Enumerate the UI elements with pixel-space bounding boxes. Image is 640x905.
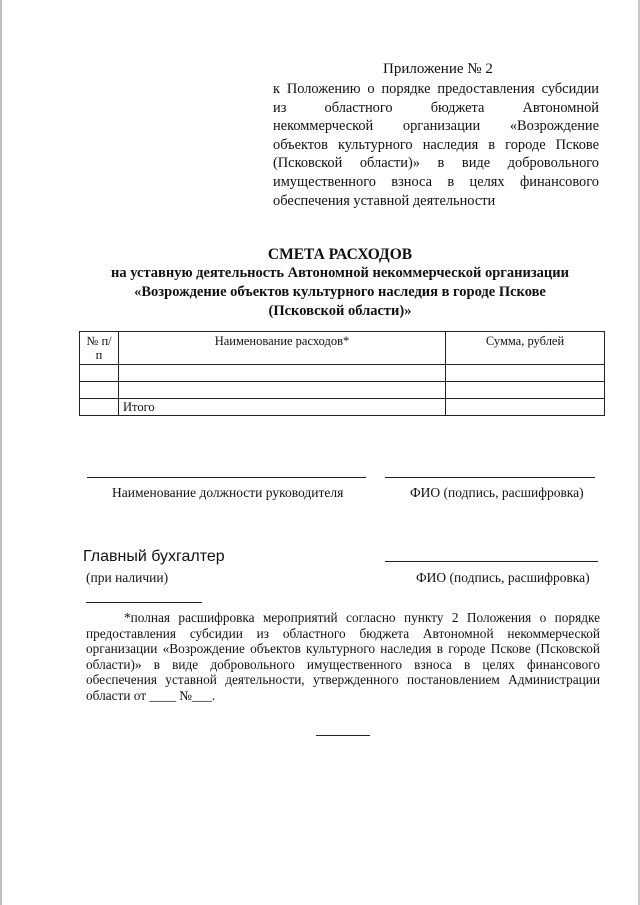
position-caption: Наименование должности руководителя [112,485,344,500]
footnote-separator [86,602,202,603]
table-header-row [80,332,605,365]
estimate-title: СМЕТА РАСХОДОВ [267,246,413,263]
table-cell [446,382,605,399]
name-caption: ФИО (подпись, расшифровка) [410,485,584,500]
page-edge-left [0,0,2,905]
table-total-row [80,399,605,416]
appendix-title: Приложение № 2 [383,61,493,77]
table-cell [80,382,119,399]
total-label: Итого [119,399,446,416]
total-value-cell [446,399,605,416]
estimate-subtitle-line-2: «Возрождение объектов культурного наследия в городе Пскове [134,284,546,300]
footnote-text: *полная расшифровка мероприятий согласно пункту 2 Положения о порядке предоставления субсидии из областного бюджета Автономной некоммерческой организации «Возрождение объектов культурного наследия в городе Пскове (Псковской области)» в виде добровольного имущественного взноса в целях финансового обеспечения уставной деятельности, утвержденного постановлением Администрации области от ____ №___. [86,610,600,703]
table-cell [80,365,119,382]
table-cell [446,365,605,382]
table-row [80,365,605,382]
chief-accountant-label: Главный бухгалтер [83,548,225,565]
table-cell [119,365,446,382]
header-number: № п/п [80,332,119,365]
appendix-text: к Положению о порядке предоставления субсидии из областного бюджета Автономной некоммерческой организации «Возрождение объектов культурного наследия в городе Пскове (Псковской области)» в виде добровольного имущественного взноса в целях финансового обеспечения уставной деятельности [273,81,599,209]
position-signature-line [87,477,366,478]
accountant-signature-line [385,561,598,562]
table-row [80,382,605,399]
if-any-caption: (при наличии) [86,570,169,585]
estimate-title-block [60,245,620,321]
table-cell [80,399,119,416]
end-line [316,735,370,736]
estimate-subtitle-line-1: на уставную деятельность Автономной некоммерческой организации [111,265,569,281]
header-expense-name: Наименование расходов* [119,332,446,365]
estimate-subtitle-line-3: (Псковской области)» [268,303,412,319]
accountant-name-caption: ФИО (подпись, расшифровка) [416,570,590,585]
table-cell [119,382,446,399]
expenses-table [79,331,605,416]
footnote [86,610,600,703]
name-signature-line [385,477,595,478]
header-amount: Сумма, рублей [446,332,605,365]
